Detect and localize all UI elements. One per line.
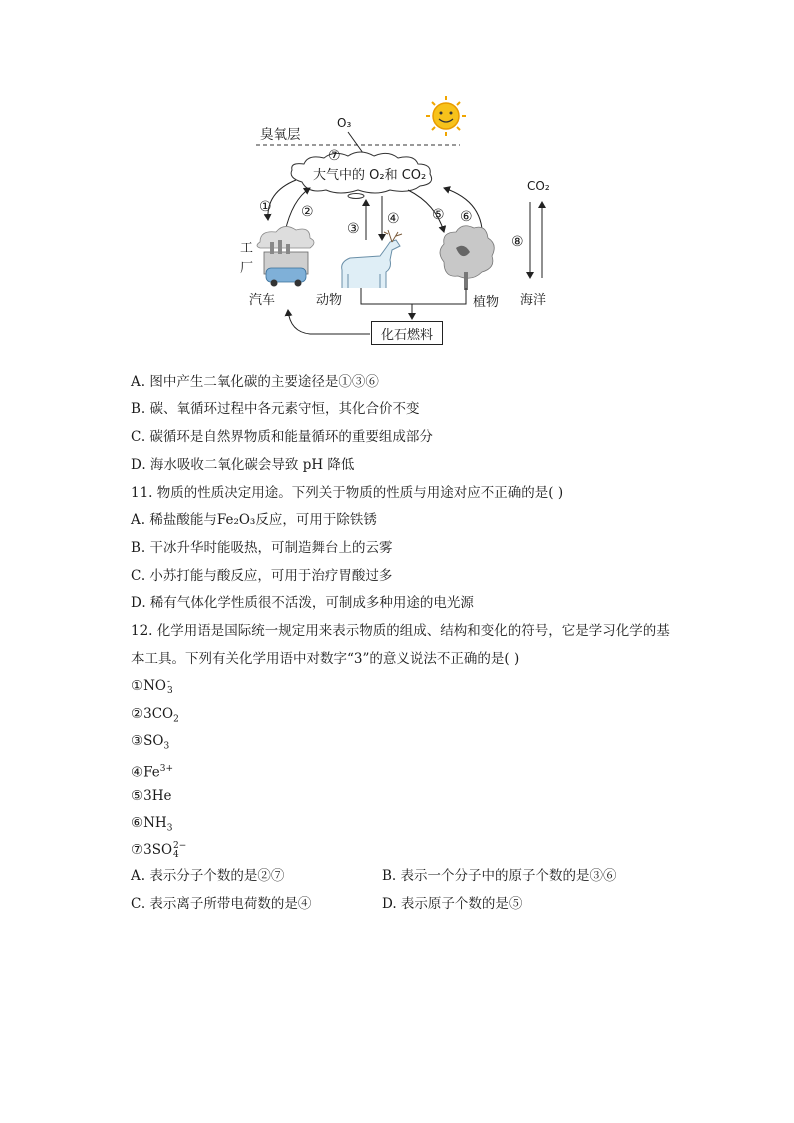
sun-icon [426,96,466,136]
co2-label: CO₂ [527,179,550,193]
q10-option-c: C. 碳循环是自然界物质和能量循环的重要组成部分 [131,429,433,445]
q11-option-c: C. 小苏打能与酸反应，可用于治疗胃酸过多 [131,568,393,584]
formula-sub-sup [167,678,173,696]
formula-base: Fe [143,764,160,781]
animal-label: 动物 [316,293,343,308]
q12-formula-item [131,704,179,730]
fossil-fuel-box: 化石燃料 [371,321,443,345]
q12-formula-item [131,840,186,860]
mark-6: ⑥ [460,209,473,225]
formula-base: NH [143,815,167,831]
formula-subscript: 2 [173,714,179,725]
q10-option-a: A. 图中产生二氧化碳的主要途径是①③⑥ [131,374,379,390]
formula-mark: ③ [131,733,144,749]
q11-option-d: D. 稀有气体化学性质很不活泼，可制成多种用途的电光源 [131,595,474,611]
fuel-bracket [361,288,466,304]
formula-base: NO [143,678,166,694]
formula-base: SO [143,733,164,749]
carbon-oxygen-cycle-diagram [230,92,590,354]
formula-mark: ⑤ [131,788,144,804]
formula-base: 3CO [143,706,174,722]
ocean-label: 海洋 [520,293,547,308]
q12-stem-line1: 12. 化学用语是国际统一规定用来表示物质的组成、结构和变化的符号，它是学习化学的基 [131,623,670,639]
q12-formula-item [131,759,173,783]
factory-label-top: 工 [240,241,254,256]
atmosphere-label: 大气中的 O₂和 CO₂ [313,168,427,183]
formula-sub-sup [173,842,186,860]
formula-base: 3He [143,788,172,804]
o3-label: O₃ [337,116,352,130]
factory-label-bottom: 厂 [240,261,254,276]
q12-formula-item [131,731,169,757]
formula-subscript: 3 [163,741,170,752]
q11-option-b: B. 干冰升华时能吸热，可制造舞台上的云雾 [131,540,393,556]
mark-2: ② [301,204,314,220]
fuel-to-car-arrow [288,310,370,334]
q12-formula-item [131,676,173,696]
formula-superscript: - [167,676,171,687]
mark-1: ① [259,199,272,215]
mark-7: ⑦ [328,148,341,164]
q12-option-b: B. 表示一个分子中的原子个数的是③⑥ [382,868,617,884]
formula-mark: ⑥ [131,815,144,831]
mark-8: ⑧ [511,234,524,250]
formula-superscript: 2− [173,840,187,851]
deer-icon [342,230,402,288]
q12-formula-item [131,786,171,806]
q12-formula-item [131,813,172,839]
q12-stem-line2: 本工具。下列有关化学用语中对数字“3”的意义说法不正确的是( ) [131,651,520,667]
q10-option-d: D. 海水吸收二氧化碳会导致 pH 降低 [131,457,355,473]
q12-option-a: A. 表示分子个数的是②⑦ [131,868,285,884]
formula-superscript: 3+ [159,764,174,774]
formula-subscript: 3 [167,685,173,696]
arrow-1 [268,180,296,220]
mark-4: ④ [387,211,400,227]
formula-mark: ② [131,706,144,722]
q12-option-d: D. 表示原子个数的是⑤ [382,896,523,912]
q12-option-c: C. 表示离子所带电荷数的是④ [131,896,312,912]
formula-base: 3SO [143,842,173,858]
mark-3: ③ [347,221,360,237]
formula-subscript: 3 [166,823,173,834]
ozone-layer-label: 臭氧层 [260,127,301,143]
formula-mark: ① [131,678,144,694]
formula-mark: ④ [131,764,144,781]
car-label: 汽车 [249,293,276,308]
q11-stem: 11. 物质的性质决定用途。下列关于物质的性质与用途对应不正确的是( ) [131,485,564,501]
q10-option-b: B. 碳、氧循环过程中各元素守恒，其化合价不变 [131,401,420,417]
formula-subscript: 4 [173,849,179,860]
tree-icon [440,226,494,290]
mark-5: ⑤ [432,207,445,223]
factory-icon [257,226,314,286]
plant-label: 植物 [473,295,500,310]
q11-option-a: A. 稀盐酸能与Fe₂O₃反应，可用于除铁锈 [131,512,377,528]
formula-mark: ⑦ [131,842,144,858]
